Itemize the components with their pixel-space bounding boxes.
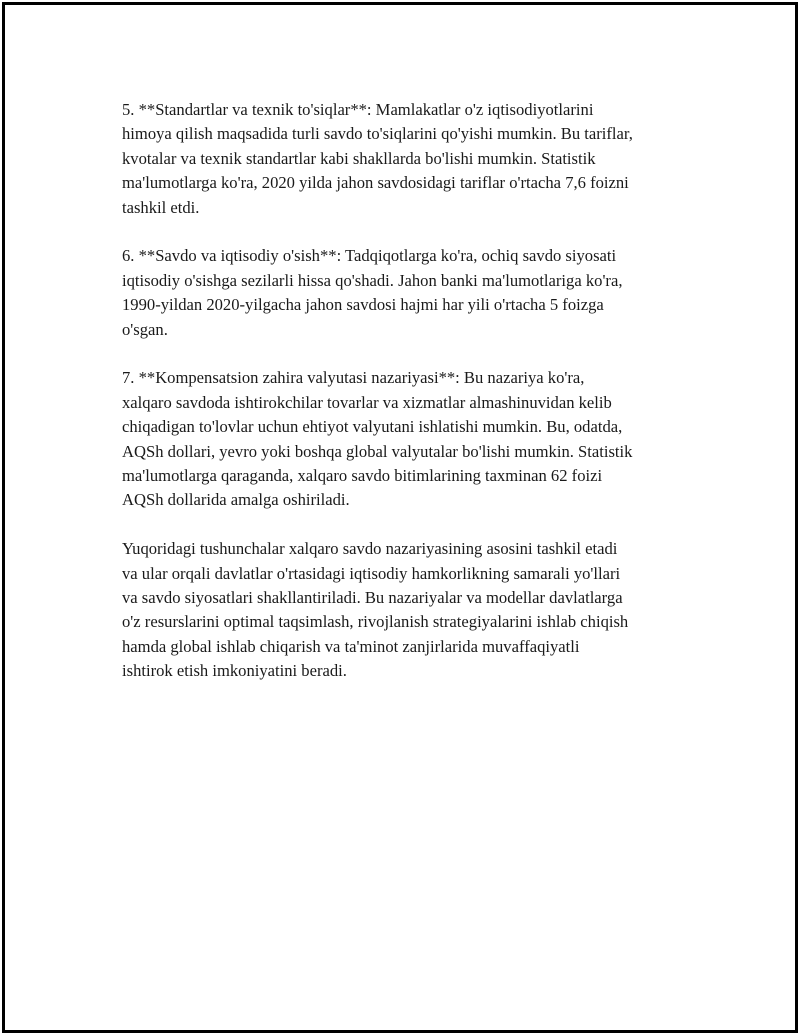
paragraph-trade-growth: 6. **Savdo va iqtisodiy o'sish**: Tadqiqotlarga ko'ra, ochiq savdo siyosati iqtisodiy o'sishga sezilarli hissa qo'shadi. Jahon banki ma'lumotlariga ko'ra, 1990-yildan 2020-yilgacha jahon savdosi hajmi har yili o'rtacha 5 foizga o'sgan. xyxy=(122,246,623,339)
paragraph-reserve-currency: 7. **Kompensatsion zahira valyutasi nazariyasi**: Bu nazariya ko'ra, xalqaro savdoda ishtirokchilar tovarlar va xizmatlar almashinuvidan kelib chiqadigan to'lovlar uchun ehtiyot valyutani ishlatishi mumkin. Bu, odatda, AQSh dollari, yevro yoki boshqa global valyutalar bo'lishi mumkin. Statistik ma'lumotlarga qaraganda, xalqaro savdo bitimlarining taxminan 62 foizi AQSh dollarida amalga oshiriladi. xyxy=(122,368,633,510)
paragraph-standards-barriers: 5. **Standartlar va texnik to'siqlar**: Mamlakatlar o'z iqtisodiyotlarini himoya qilish maqsadida turli savdo to'siqlarini qo'yishi mumkin. Bu tariflar, kvotalar va texnik standartlar kabi shakllarda bo'lishi mumkin. Statistik ma'lumotlarga ko'ra, 2020 yilda jahon savdosidagi tariflar o'rtacha 7,6 foizni tashkil etdi. xyxy=(122,100,633,217)
document-page xyxy=(2,2,798,1033)
paragraph-conclusion: Yuqoridagi tushunchalar xalqaro savdo nazariyasining asosini tashkil etadi va ular orqali davlatlar o'rtasidagi iqtisodiy hamkorlikning samarali yo'llari va savdo siyosatlari shakllantiriladi. Bu nazariyalar va modellar davlatlarga o'z resurslarini optimal taqsimlash, rivojlanish strategiyalarini ishlab chiqish hamda global ishlab chiqarish va ta'minot zanjirlarida muvaffaqiyatli ishtirok etish imkoniyatini beradi. xyxy=(122,539,629,681)
document-body xyxy=(122,98,712,708)
